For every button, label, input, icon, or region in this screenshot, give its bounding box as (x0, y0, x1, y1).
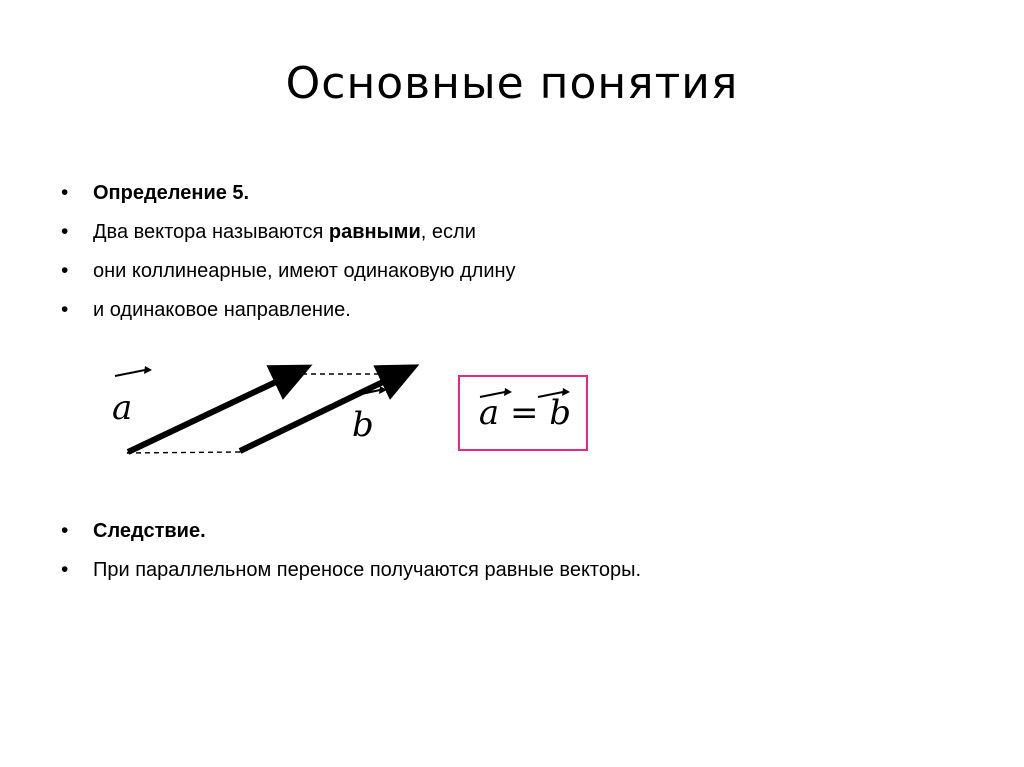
vector-a-hat-line (115, 370, 145, 376)
definition-emphasis: равными (328, 221, 421, 243)
corollary-heading: Следствие. (93, 520, 206, 542)
definition-line-3: и одинаковое направление. (93, 299, 351, 321)
definition-heading: Определение 5. (93, 182, 250, 204)
bullet-marker-icon: • (61, 558, 69, 581)
vector-b-label: b (352, 405, 374, 445)
bullet-marker-icon: • (61, 181, 69, 204)
vector-a-label: a (112, 388, 133, 428)
equation-text: a = b (478, 393, 572, 433)
bullet-list-definition (55, 180, 855, 336)
bullet-list-corollary (55, 518, 875, 596)
definition-line-1-text: Два вектора называются равными, если (93, 221, 476, 243)
vector-b-hat-arrowhead (379, 386, 387, 394)
bullet-marker-icon: • (61, 259, 69, 282)
corollary-line-1: При параллельном переносе получаются равные векторы. (93, 559, 642, 581)
list-item (55, 297, 855, 323)
list-item (55, 557, 875, 583)
bullet-marker-icon: • (61, 298, 69, 321)
list-item (55, 518, 875, 544)
equation-box (458, 375, 588, 451)
list-item (55, 180, 855, 206)
bullet-marker-icon: • (61, 220, 69, 243)
definition-line-2: они коллинеарные, имеют одинаковую длину (93, 260, 516, 282)
list-item (55, 219, 855, 245)
dashed-line-bottom (127, 452, 240, 453)
definition-line-1 (93, 219, 476, 245)
page-title: Основные понятия (285, 58, 739, 109)
list-item (55, 258, 855, 284)
vector-a-hat-arrowhead (144, 366, 152, 374)
bullet-marker-icon: • (61, 519, 69, 542)
